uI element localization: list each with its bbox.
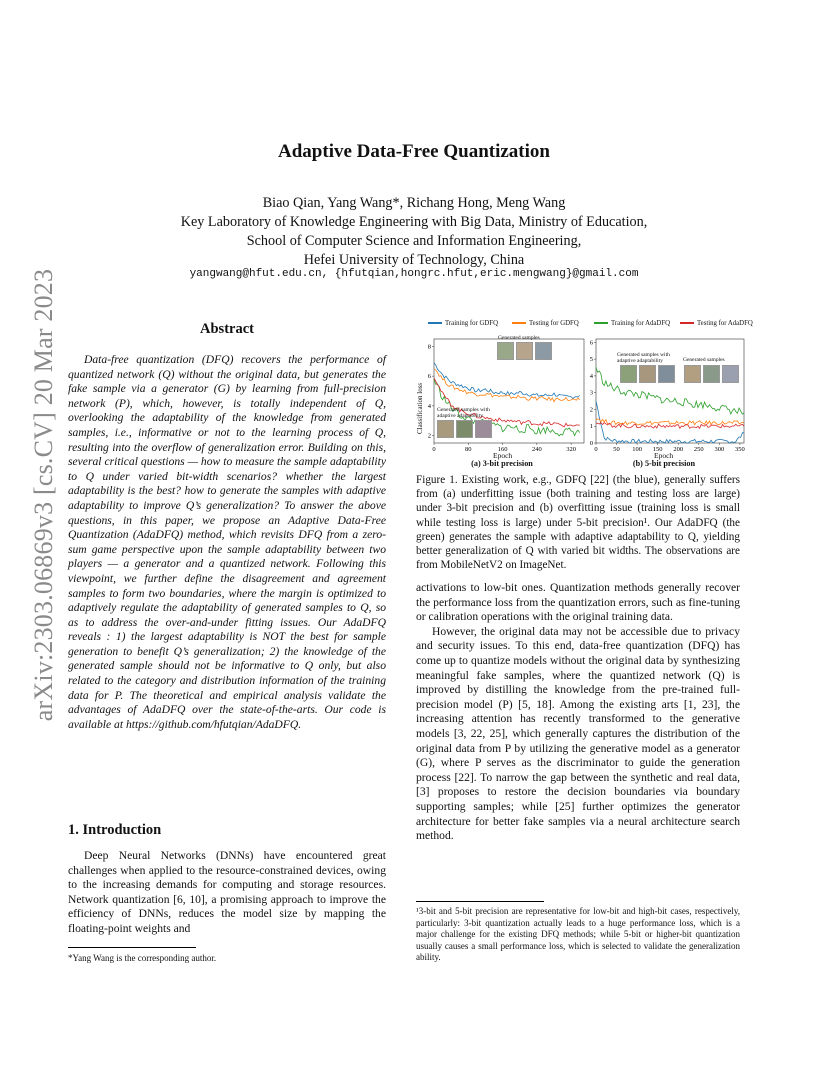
x-tick-label: 80	[465, 446, 472, 453]
x-tick-label: 150	[652, 446, 663, 453]
affiliation-line: Hefei University of Technology, China	[303, 252, 525, 268]
sample-thumb	[475, 420, 492, 438]
legend-item	[594, 320, 670, 327]
intro-heading: 1. Introduction	[68, 822, 162, 838]
legend-swatch	[680, 322, 694, 324]
arxiv-id: arXiv:2303.06869v3 [cs.CV] 20 Mar 2023	[29, 268, 58, 722]
sample-thumb	[684, 365, 701, 383]
sample-thumb	[658, 365, 675, 383]
right-column	[416, 581, 740, 844]
abstract-heading: Abstract	[200, 321, 254, 337]
intro-body	[68, 849, 386, 937]
legend-label: Training for GDFQ	[445, 320, 498, 327]
legend-label: Testing for GDFQ	[529, 320, 579, 327]
subcaption-b: (b) 5-bit precision	[632, 459, 696, 468]
sample-thumbnails	[684, 365, 739, 383]
sample-thumb	[703, 365, 720, 383]
paragraph: However, the original data may not be accessible due to privacy and security issues. To this end, data-free quantization (DFQ) has come up to quantize models without the original data by synthesizing meaningful fake samples, where the quantized network (Q) is improved by distilling the knowledge from the pre-trained full-precision model (P) [5, 18]. Among the existing arts [1, 23], the increasing attention has recently transformed to the generative models [3, 22, 25], which generally captures the distribution of the original data from P by utilizing the generative model as a generator (G), where P serves as the discriminator to guide the generation process [22]. To narrow the gap between the synthetic and real data, [3] proposes to restore the decision boundaries via boundary supporting samples; while [25] further optimizes the generator architecture for better fake samples via a neural architecture search method.	[416, 624, 740, 843]
legend-swatch	[428, 322, 442, 324]
x-axis-label-a: Epoch	[493, 451, 513, 460]
abstract-body	[68, 353, 386, 732]
sample-thumb	[497, 342, 514, 360]
annotation-adaptive-samples: Generated samples with adaptive adaptability	[437, 407, 490, 419]
annotation-generated-samples: Generated samples	[683, 357, 725, 363]
affiliation-line: School of Computer Science and Information Engineering,	[246, 233, 582, 249]
x-tick-label: 160	[497, 446, 508, 453]
series-line	[596, 419, 744, 425]
y-axis-label: Classification loss	[416, 382, 424, 434]
legend-swatch	[512, 322, 526, 324]
y-tick-label: 0	[589, 440, 593, 447]
sample-thumb	[456, 420, 473, 438]
footnote-rule-left	[68, 947, 196, 948]
x-tick-label: 50	[613, 446, 620, 453]
y-tick-label: 3	[589, 389, 593, 397]
y-tick-label: 6	[427, 373, 431, 381]
x-axis-label-b: Epoch	[654, 451, 674, 460]
author-emails: yangwang@hfut.edu.cn, {hfutqian,hongrc.hfut,eric.mengwang}@gmail.com	[189, 268, 639, 280]
legend-label: Testing for AdaDFQ	[697, 320, 753, 327]
annotation-adaptive-samples: Generated samples with adaptive adaptability	[617, 352, 670, 364]
x-tick-label: 0	[594, 446, 598, 453]
legend-item	[680, 320, 753, 327]
y-tick-label: 4	[427, 402, 431, 410]
sample-thumb	[639, 365, 656, 383]
y-tick-label: 4	[589, 372, 593, 380]
figure-legend	[428, 320, 753, 332]
figure-1-charts	[414, 333, 748, 463]
sample-thumbnails	[497, 342, 552, 360]
y-tick-label: 8	[427, 343, 431, 351]
left-footnote: *Yang Wang is the corresponding author.	[68, 953, 217, 963]
y-tick-label: 6	[589, 339, 593, 347]
x-tick-label: 240	[531, 446, 542, 453]
sample-thumb	[722, 365, 739, 383]
legend-swatch	[594, 322, 608, 324]
figure-caption: Figure 1. Existing work, e.g., GDFQ [22] (the blue), generally suffers from (a) underfitting issue (both training and testing loss are large) under 3-bit precision and (b) overfitting issue (training loss is small while testing loss is large) under 5-bit precision¹. Our AdaDFQ (the green) generates the sample with adaptive adaptability to Q, yielding better generalization of Q with varied bit widths. The observations are from MobileNetV2 on ImageNet.	[416, 474, 740, 572]
intro-text: Deep Neural Networks (DNNs) have encountered great challenges when applied to the resource-constrained devices, owing to the increasing demands for computing and storage resources. Network quantization [6, 10], a promising approach to improve the efficiency of DNNs, reduces the model size by mapping the floating-point weights and	[68, 849, 386, 935]
legend-item	[512, 320, 579, 327]
y-tick-label: 2	[589, 406, 593, 414]
x-tick-label: 200	[673, 446, 684, 453]
annotation-generated-samples: Generated samples	[498, 335, 540, 341]
paper-title: Adaptive Data-Free Quantization	[278, 141, 550, 162]
legend-label: Training for AdaDFQ	[611, 320, 671, 327]
affiliation-line: Key Laboratory of Knowledge Engineering with Big Data, Ministry of Education,	[180, 214, 648, 230]
y-tick-label: 5	[589, 356, 593, 364]
right-footnote: ¹3-bit and 5-bit precision are representative for low-bit and high-bit cases, respectively, particularly: 3-bit quantization actually leads to a huge performance loss, which is a major challenge for the existing DFQ methods; while 5-bit or higher-bit quantization usually causes a small performance loss, which is selected to validate the generalization ability.	[416, 906, 740, 962]
x-tick-label: 100	[632, 446, 642, 453]
x-tick-label: 0	[432, 446, 436, 453]
abstract-text: Data-free quantization (DFQ) recovers the performance of quantized network (Q) without the original data, but generates the fake sample via a generator (G) by learning from full-precision network (P), which, however, is totally independent of Q, overlooking the adaptability of the knowledge from generated samples, i.e., informative or not to the learning process of Q, resulting into the overflow of generalization error. Building on this, several critical questions — how to measure the sample adaptability to Q under varied bit-width scenarios? whether the largest adaptability is the best? how to generate the samples with adaptive adaptability to improve Q’s generalization? To answer the above questions, in this paper, we propose an Adaptive Data-Free Quantization (AdaDFQ) method, which revisits DFQ from a zero-sum game perspective upon the sample adaptability between two players — a generator and a quantized network. Following this viewpoint, we further define the disagreement and agreement samples to form two boundaries, where the margin is optimized to adaptively regulate the adaptability of generated samples to Q, so as to address the over-and-under fitting issues. Our AdaDFQ reveals : 1) the largest adaptability is NOT the best for sample generation to benefit Q’s generalization; 2) the knowledge of the generated sample should not be informative to Q only, but also related to the category and distribution information of the training data for P. The theoretical and empirical analysis validate the advantages of AdaDFQ over the state-of-the-arts. Our code is available at https://github.com/hfutqian/AdaDFQ.	[68, 353, 386, 731]
sample-thumb	[437, 420, 454, 438]
x-tick-label: 350	[735, 446, 745, 453]
y-tick-label: 1	[589, 423, 593, 431]
x-tick-label: 300	[714, 446, 725, 453]
subcaption-a: (a) 3-bit precision	[471, 459, 533, 468]
paragraph: activations to low-bit ones. Quantization methods generally recover the performance loss from the quantization errors, such as fine-tuning or calibration operations with the original training data.	[416, 581, 740, 624]
arxiv-stamp	[22, 268, 66, 722]
legend-item	[428, 320, 498, 327]
sample-thumb	[620, 365, 637, 383]
footnote-rule-right	[416, 901, 544, 902]
sample-thumbnails	[437, 420, 492, 438]
y-tick-label: 2	[427, 432, 431, 440]
x-tick-label: 250	[693, 446, 704, 453]
series-line	[434, 363, 580, 399]
author-names: Biao Qian, Yang Wang*, Richang Hong, Meng Wang	[262, 195, 566, 211]
author-block	[0, 194, 828, 270]
sample-thumb	[516, 342, 533, 360]
sample-thumbnails	[620, 365, 675, 383]
x-tick-label: 320	[566, 446, 577, 453]
sample-thumb	[535, 342, 552, 360]
series-line	[596, 423, 744, 429]
